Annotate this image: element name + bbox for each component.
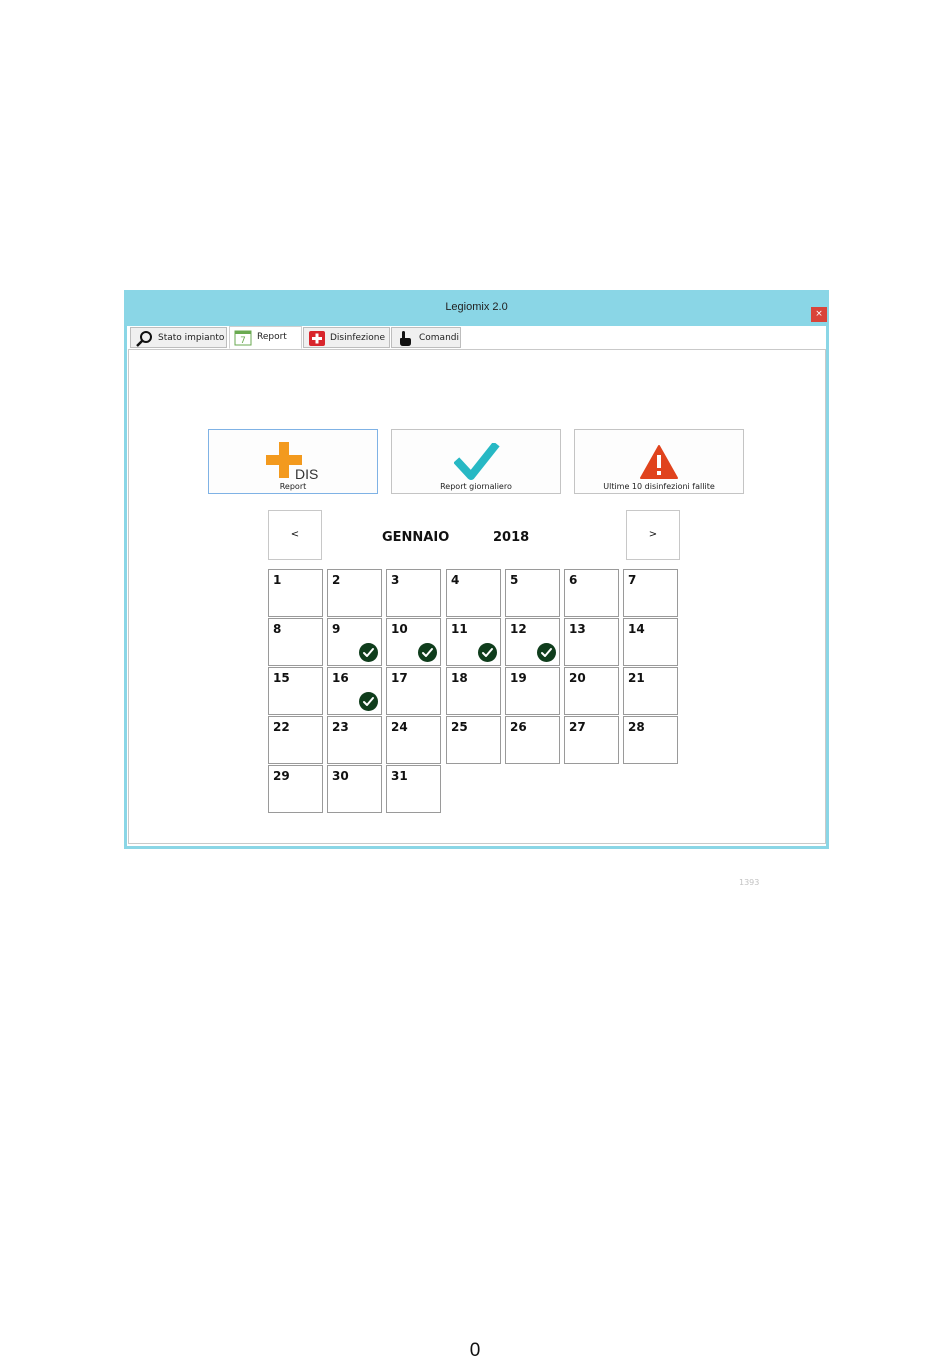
report-panel — [128, 349, 826, 887]
calendar-day-cell[interactable] — [327, 765, 382, 813]
title-bar[interactable] — [124, 290, 829, 326]
tab-label: Disinfezione — [330, 333, 386, 343]
day-number: 20 — [569, 671, 586, 685]
day-number: 3 — [391, 573, 400, 587]
calendar-day-cell[interactable] — [327, 569, 382, 617]
day-number: 26 — [510, 720, 527, 734]
report-dis-button[interactable] — [208, 429, 378, 494]
day-number: 23 — [332, 720, 349, 734]
day-number: 27 — [569, 720, 586, 734]
day-number: 25 — [451, 720, 468, 734]
tab-report[interactable] — [229, 326, 302, 349]
build-code: 1393 — [739, 878, 760, 887]
day-number: 31 — [391, 769, 408, 783]
day-number: 22 — [273, 720, 290, 734]
day-number: 8 — [273, 622, 282, 636]
day-number: 5 — [510, 573, 519, 587]
calendar-day-cell[interactable] — [268, 765, 323, 813]
calendar-day-cell[interactable] — [386, 569, 441, 617]
day-number: 13 — [569, 622, 586, 636]
red-cross-icon — [308, 330, 326, 347]
check-circle-icon — [359, 692, 378, 711]
close-button[interactable]: × — [811, 307, 827, 322]
next-month-button[interactable]: > — [626, 510, 680, 560]
calendar-day-cell[interactable] — [623, 618, 678, 666]
check-circle-icon — [478, 643, 497, 662]
tab-label: Comandi — [419, 333, 459, 343]
day-number: 7 — [628, 573, 637, 587]
svg-text:7: 7 — [240, 336, 246, 346]
calendar-day-cell[interactable] — [623, 569, 678, 617]
calendar-day-cell[interactable] — [268, 569, 323, 617]
button-caption: Ultime 10 disinfezioni fallite — [603, 482, 715, 491]
day-number: 12 — [510, 622, 527, 636]
dis-logo-text: DIS — [295, 466, 319, 482]
magnifier-icon — [135, 330, 153, 347]
day-number: 2 — [332, 573, 341, 587]
calendar-day-cell[interactable] — [446, 618, 501, 666]
check-circle-icon — [418, 643, 437, 662]
day-number: 19 — [510, 671, 527, 685]
calendar-day-cell[interactable] — [623, 716, 678, 764]
tab-bar — [128, 327, 828, 349]
day-number: 16 — [332, 671, 349, 685]
calendar-day-cell[interactable] — [505, 618, 560, 666]
calendar-day-cell[interactable] — [564, 716, 619, 764]
day-number: 9 — [332, 622, 341, 636]
calendar-day-cell[interactable] — [327, 667, 382, 715]
day-number: 30 — [332, 769, 349, 783]
calendar-day-cell[interactable] — [446, 667, 501, 715]
tab-disinfezione[interactable] — [303, 327, 390, 348]
calendar-day-cell[interactable] — [564, 618, 619, 666]
app-window — [124, 290, 829, 887]
calendar-day-cell[interactable] — [386, 765, 441, 813]
calendar-day-cell[interactable] — [564, 569, 619, 617]
tab-comandi[interactable] — [391, 327, 461, 348]
day-number: 14 — [628, 622, 645, 636]
month-label: GENNAIO — [382, 530, 450, 545]
calendar-day-cell[interactable] — [386, 716, 441, 764]
day-number: 21 — [628, 671, 645, 685]
teal-check-icon — [454, 443, 500, 487]
calendar-day-cell[interactable] — [386, 667, 441, 715]
day-number: 4 — [451, 573, 460, 587]
day-number: 6 — [569, 573, 578, 587]
day-number: 17 — [391, 671, 408, 685]
day-number: 29 — [273, 769, 290, 783]
calendar-day-cell[interactable] — [268, 618, 323, 666]
calendar-day-cell[interactable] — [268, 667, 323, 715]
calendar-day-cell[interactable] — [505, 716, 560, 764]
calendar-day-cell[interactable] — [623, 667, 678, 715]
tab-label: Report — [257, 332, 287, 342]
calendar-icon — [234, 329, 252, 346]
check-circle-icon — [537, 643, 556, 662]
day-number: 15 — [273, 671, 290, 685]
button-caption: Report giornaliero — [440, 482, 512, 491]
warning-triangle-icon — [639, 444, 679, 484]
day-number: 11 — [451, 622, 468, 636]
prev-month-button[interactable]: < — [268, 510, 322, 560]
calendar-day-cell[interactable] — [446, 716, 501, 764]
day-number: 18 — [451, 671, 468, 685]
calendar-day-cell[interactable] — [327, 716, 382, 764]
day-number: 24 — [391, 720, 408, 734]
pointer-hand-icon — [396, 330, 414, 347]
report-giornaliero-button[interactable] — [391, 429, 561, 494]
calendar-day-cell[interactable] — [268, 716, 323, 764]
day-number: 1 — [273, 573, 282, 587]
button-caption: Report — [279, 482, 307, 491]
window-title: Legiomix 2.0 — [445, 301, 508, 313]
calendar-day-cell[interactable] — [386, 618, 441, 666]
calendar-day-cell[interactable] — [505, 667, 560, 715]
tab-label: Stato impianto — [158, 333, 225, 343]
ultime-disinfezioni-fallite-button[interactable] — [574, 429, 744, 494]
check-circle-icon — [359, 643, 378, 662]
page-number: 0 — [469, 1340, 481, 1361]
year-label: 2018 — [493, 530, 530, 545]
calendar-day-cell[interactable] — [327, 618, 382, 666]
calendar-day-cell[interactable] — [446, 569, 501, 617]
day-number: 10 — [391, 622, 408, 636]
tab-stato-impianto[interactable] — [130, 327, 227, 348]
calendar-day-cell[interactable] — [564, 667, 619, 715]
day-number: 28 — [628, 720, 645, 734]
calendar-day-cell[interactable] — [505, 569, 560, 617]
